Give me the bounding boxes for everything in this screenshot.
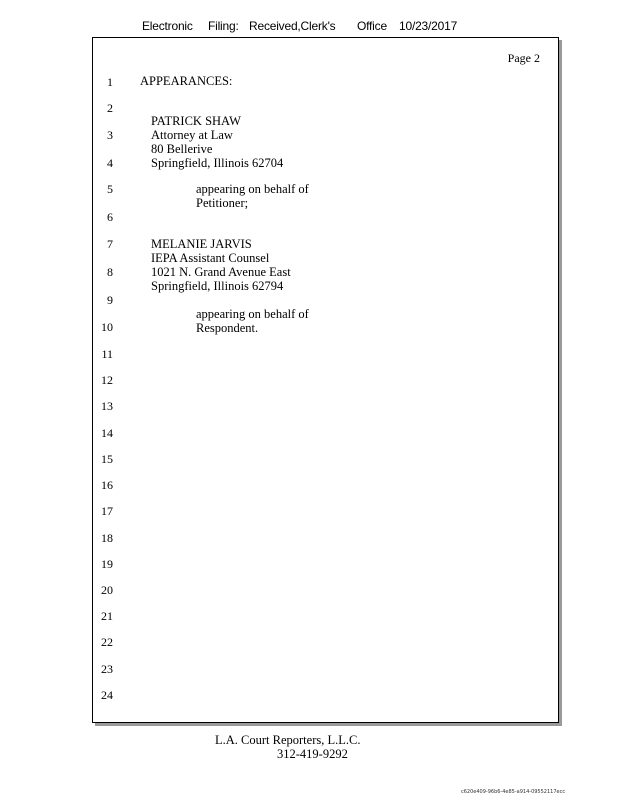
behalf-line1: appearing on behalf of bbox=[196, 182, 309, 196]
attorney-title: Attorney at Law bbox=[151, 128, 233, 142]
attorney-address-line2: Springfield, Illinois 62704 bbox=[151, 156, 284, 170]
line-number: 8 bbox=[107, 265, 113, 279]
line-number: 9 bbox=[107, 293, 113, 307]
stamp-date: 10/23/2017 bbox=[399, 19, 458, 33]
stamp-office: Office bbox=[357, 19, 387, 33]
attorney-name: MELANIE JARVIS bbox=[151, 237, 252, 251]
line-number: 16 bbox=[101, 478, 113, 492]
line-number: 6 bbox=[107, 210, 113, 224]
line-number: 4 bbox=[107, 156, 113, 170]
line-number: 7 bbox=[107, 237, 113, 251]
document-id: c620e409-96b6-4e85-a914-09552117ecc bbox=[461, 789, 566, 795]
attorney-address-line2: Springfield, Illinois 62794 bbox=[151, 279, 284, 293]
stamp-filing: Filing: bbox=[208, 19, 239, 33]
line-number: 17 bbox=[101, 504, 113, 518]
line-number: 20 bbox=[101, 583, 113, 597]
reporter-company: L.A. Court Reporters, L.L.C. bbox=[215, 733, 361, 747]
line-number: 15 bbox=[101, 452, 113, 466]
reporter-phone: 312-419-9292 bbox=[277, 747, 348, 761]
line-number: 12 bbox=[101, 373, 113, 387]
line-number: 11 bbox=[101, 347, 113, 361]
line-number: 22 bbox=[101, 635, 113, 649]
line-number: 19 bbox=[101, 557, 113, 571]
line-number: 3 bbox=[107, 128, 113, 142]
transcript-body bbox=[93, 38, 558, 722]
line-number: 18 bbox=[101, 531, 113, 545]
line-number: 2 bbox=[107, 101, 113, 115]
attorney-title: IEPA Assistant Counsel bbox=[151, 251, 270, 265]
line-number: 24 bbox=[101, 688, 113, 702]
line-number: 1 bbox=[107, 75, 113, 89]
attorney-name: PATRICK SHAW bbox=[151, 114, 241, 128]
line-number: 10 bbox=[101, 320, 113, 334]
behalf-line2: Respondent. bbox=[196, 321, 259, 335]
appearances-heading: APPEARANCES: bbox=[140, 74, 233, 88]
attorney-address-line1: 1021 N. Grand Avenue East bbox=[151, 265, 291, 279]
transcript-page bbox=[92, 37, 559, 723]
page-number: Page 2 bbox=[507, 51, 540, 65]
line-number: 23 bbox=[101, 662, 113, 676]
line-number: 13 bbox=[101, 399, 113, 413]
attorney-address-line1: 80 Bellerive bbox=[151, 142, 213, 156]
line-number: 14 bbox=[101, 426, 113, 440]
filing-stamp bbox=[0, 19, 618, 37]
stamp-electronic: Electronic bbox=[142, 19, 193, 33]
behalf-line1: appearing on behalf of bbox=[196, 307, 309, 321]
stamp-received-clerks: Received,Clerk's bbox=[249, 19, 336, 33]
line-number: 5 bbox=[107, 182, 113, 196]
line-number: 21 bbox=[101, 609, 113, 623]
behalf-line2: Petitioner; bbox=[196, 196, 249, 210]
